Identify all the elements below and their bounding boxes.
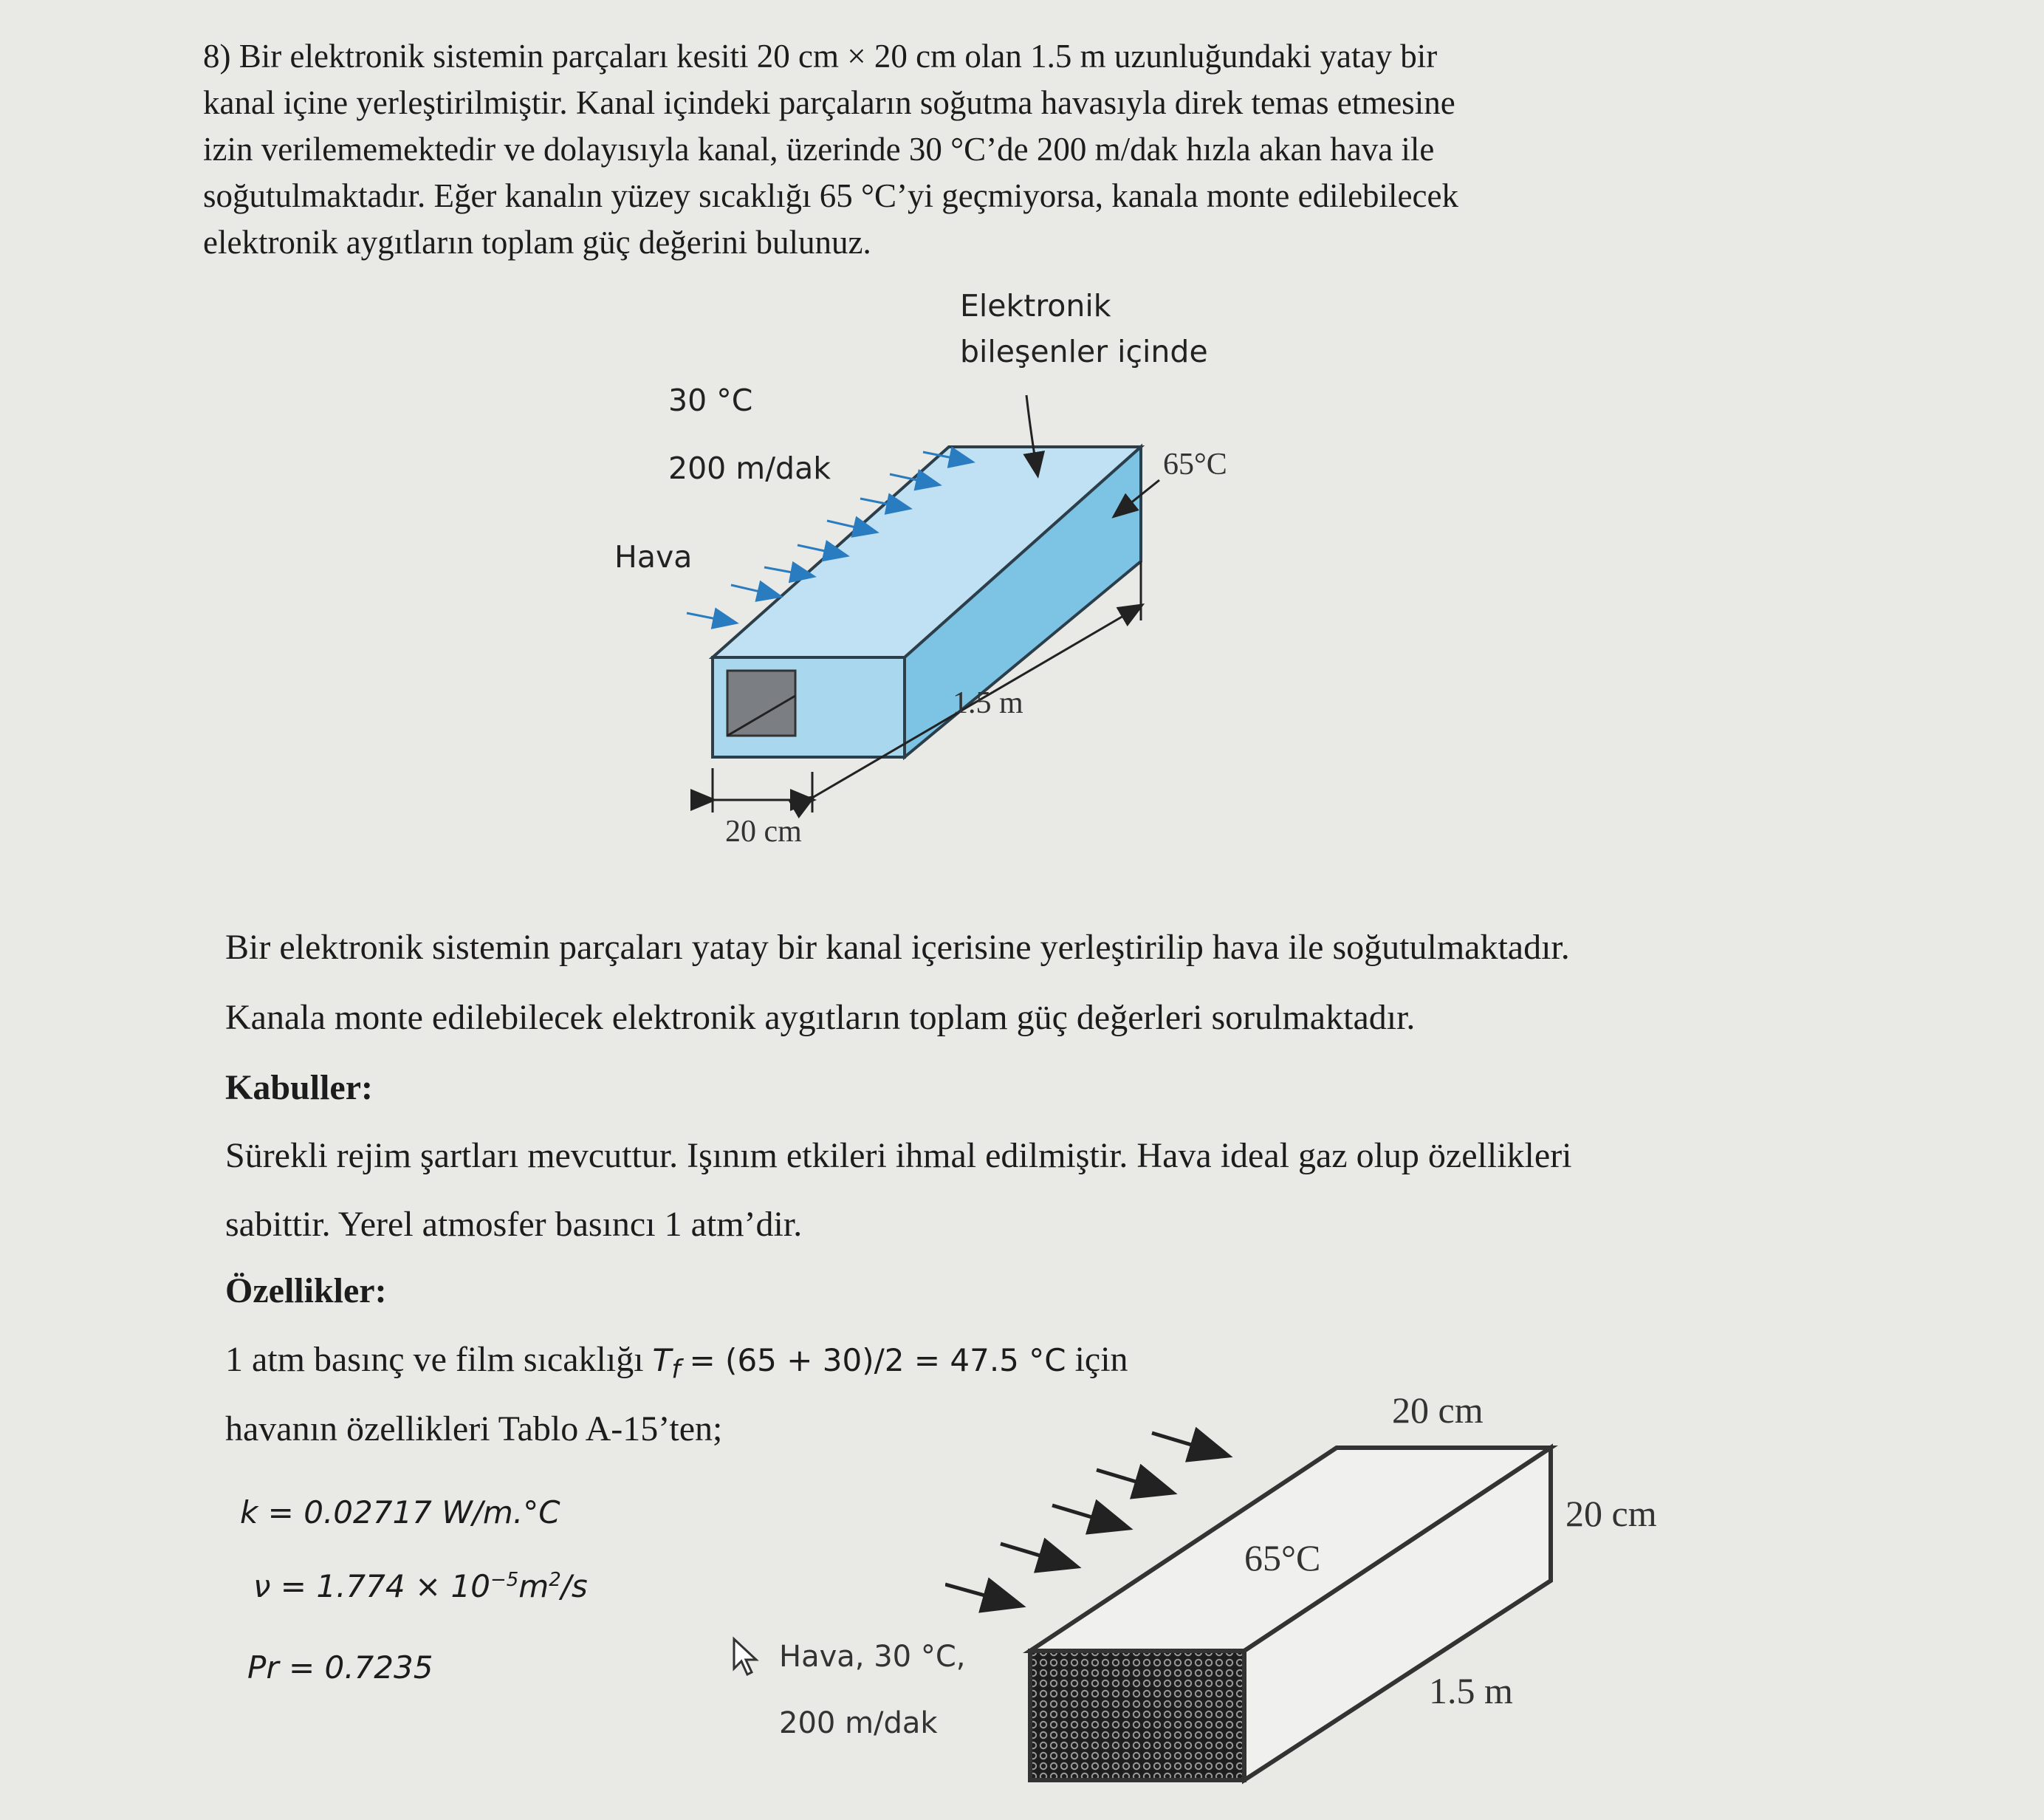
properties-line-1-text: 1 atm basınç ve film sıcaklığı	[225, 1340, 644, 1379]
problem-line-4: soğutulmaktadır. Eğer kanalın yüzey sıcaklığı 65 °C’yi geçmiyorsa, kanala monte edilebilecek	[203, 177, 1458, 214]
sketch-length-label: 1.5 m	[1429, 1670, 1513, 1711]
length-label: 1.5 m	[953, 686, 1023, 720]
properties-title: Özellikler:	[225, 1271, 387, 1310]
film-temp-equation: = (65 + 30)/2 = 47.5 °C	[689, 1342, 1066, 1378]
intro-line-2: Kanala monte edilebilecek elektronik aygıtların toplam güç değerleri sorulmaktadır.	[225, 998, 1416, 1037]
components-label-2: bileşenler içinde	[960, 334, 1208, 369]
air-temp-label: 30 °C	[668, 383, 753, 418]
problem-line-5: elektronik aygıtların toplam güç değerini bulunuz.	[203, 224, 871, 261]
width-label: 20 cm	[725, 815, 802, 849]
sketch-top-width-label: 20 cm	[1392, 1389, 1484, 1431]
sketch-air-label-2: 200 m/dak	[779, 1706, 938, 1740]
problem-statement	[203, 33, 1665, 266]
intro-line-1: Bir elektronik sistemin parçaları yatay bir kanal içerisine yerleştirilip hava ile soğutulmaktadır.	[225, 928, 1570, 967]
conductivity-value: k = 0.02717 W/m.°C	[240, 1494, 560, 1530]
duct-sketch-drawing	[945, 1389, 1684, 1802]
problem-line-2: kanal içine yerleştirilmiştir. Kanal içindeki parçaların soğutma havasıyla direk temas etmesine	[203, 84, 1455, 121]
film-temp-symbol: $T_f$	[652, 1342, 681, 1385]
sketch-height-label: 20 cm	[1565, 1493, 1657, 1534]
assumptions-line-2: sabittir. Yerel atmosfer basıncı 1 atm’dir.	[225, 1205, 803, 1244]
problem-line-1: 8) Bir elektronik sistemin parçaları kesiti 20 cm × 20 cm olan 1.5 m uzunluğundaki yatay bir	[203, 38, 1438, 75]
surface-temp-label: 65°C	[1163, 448, 1227, 482]
properties-line-1	[225, 1339, 1128, 1384]
viscosity-value: $\nu = 1.774 \times 10^{-5}m^2/s$	[253, 1568, 588, 1604]
prandtl-value: Pr = 0.7235	[247, 1649, 433, 1686]
air-speed-label: 200 m/dak	[668, 451, 831, 486]
sketch-front-face	[1030, 1651, 1244, 1780]
sketch-surface-temp-label: 65°C	[1244, 1537, 1321, 1578]
components-label-1: Elektronik	[960, 288, 1111, 324]
problem-line-3: izin verilememektedir ve dolayısıyla kanal, üzerinde 30 °C’de 200 m/dak hızla akan hava ile	[203, 131, 1435, 168]
sketch-air-label-1: Hava, 30 °C,	[779, 1640, 966, 1674]
air-label: Hava	[614, 539, 693, 575]
duct-figure	[576, 281, 1241, 857]
duct-cross-section	[727, 671, 795, 736]
assumptions-line-1: Sürekli rejim şartları mevcuttur. Işınım etkileri ihmal edilmiştir. Hava ideal gaz olup özellikleri	[225, 1136, 1572, 1175]
assumptions-title: Kabuller:	[225, 1068, 373, 1107]
duct-sketch-figure	[779, 1389, 1684, 1802]
mouse-cursor-icon	[731, 1636, 761, 1680]
properties-line-1-end: için	[1074, 1340, 1128, 1379]
properties-line-2: havanın özellikleri Tablo A-15’ten;	[225, 1409, 723, 1448]
